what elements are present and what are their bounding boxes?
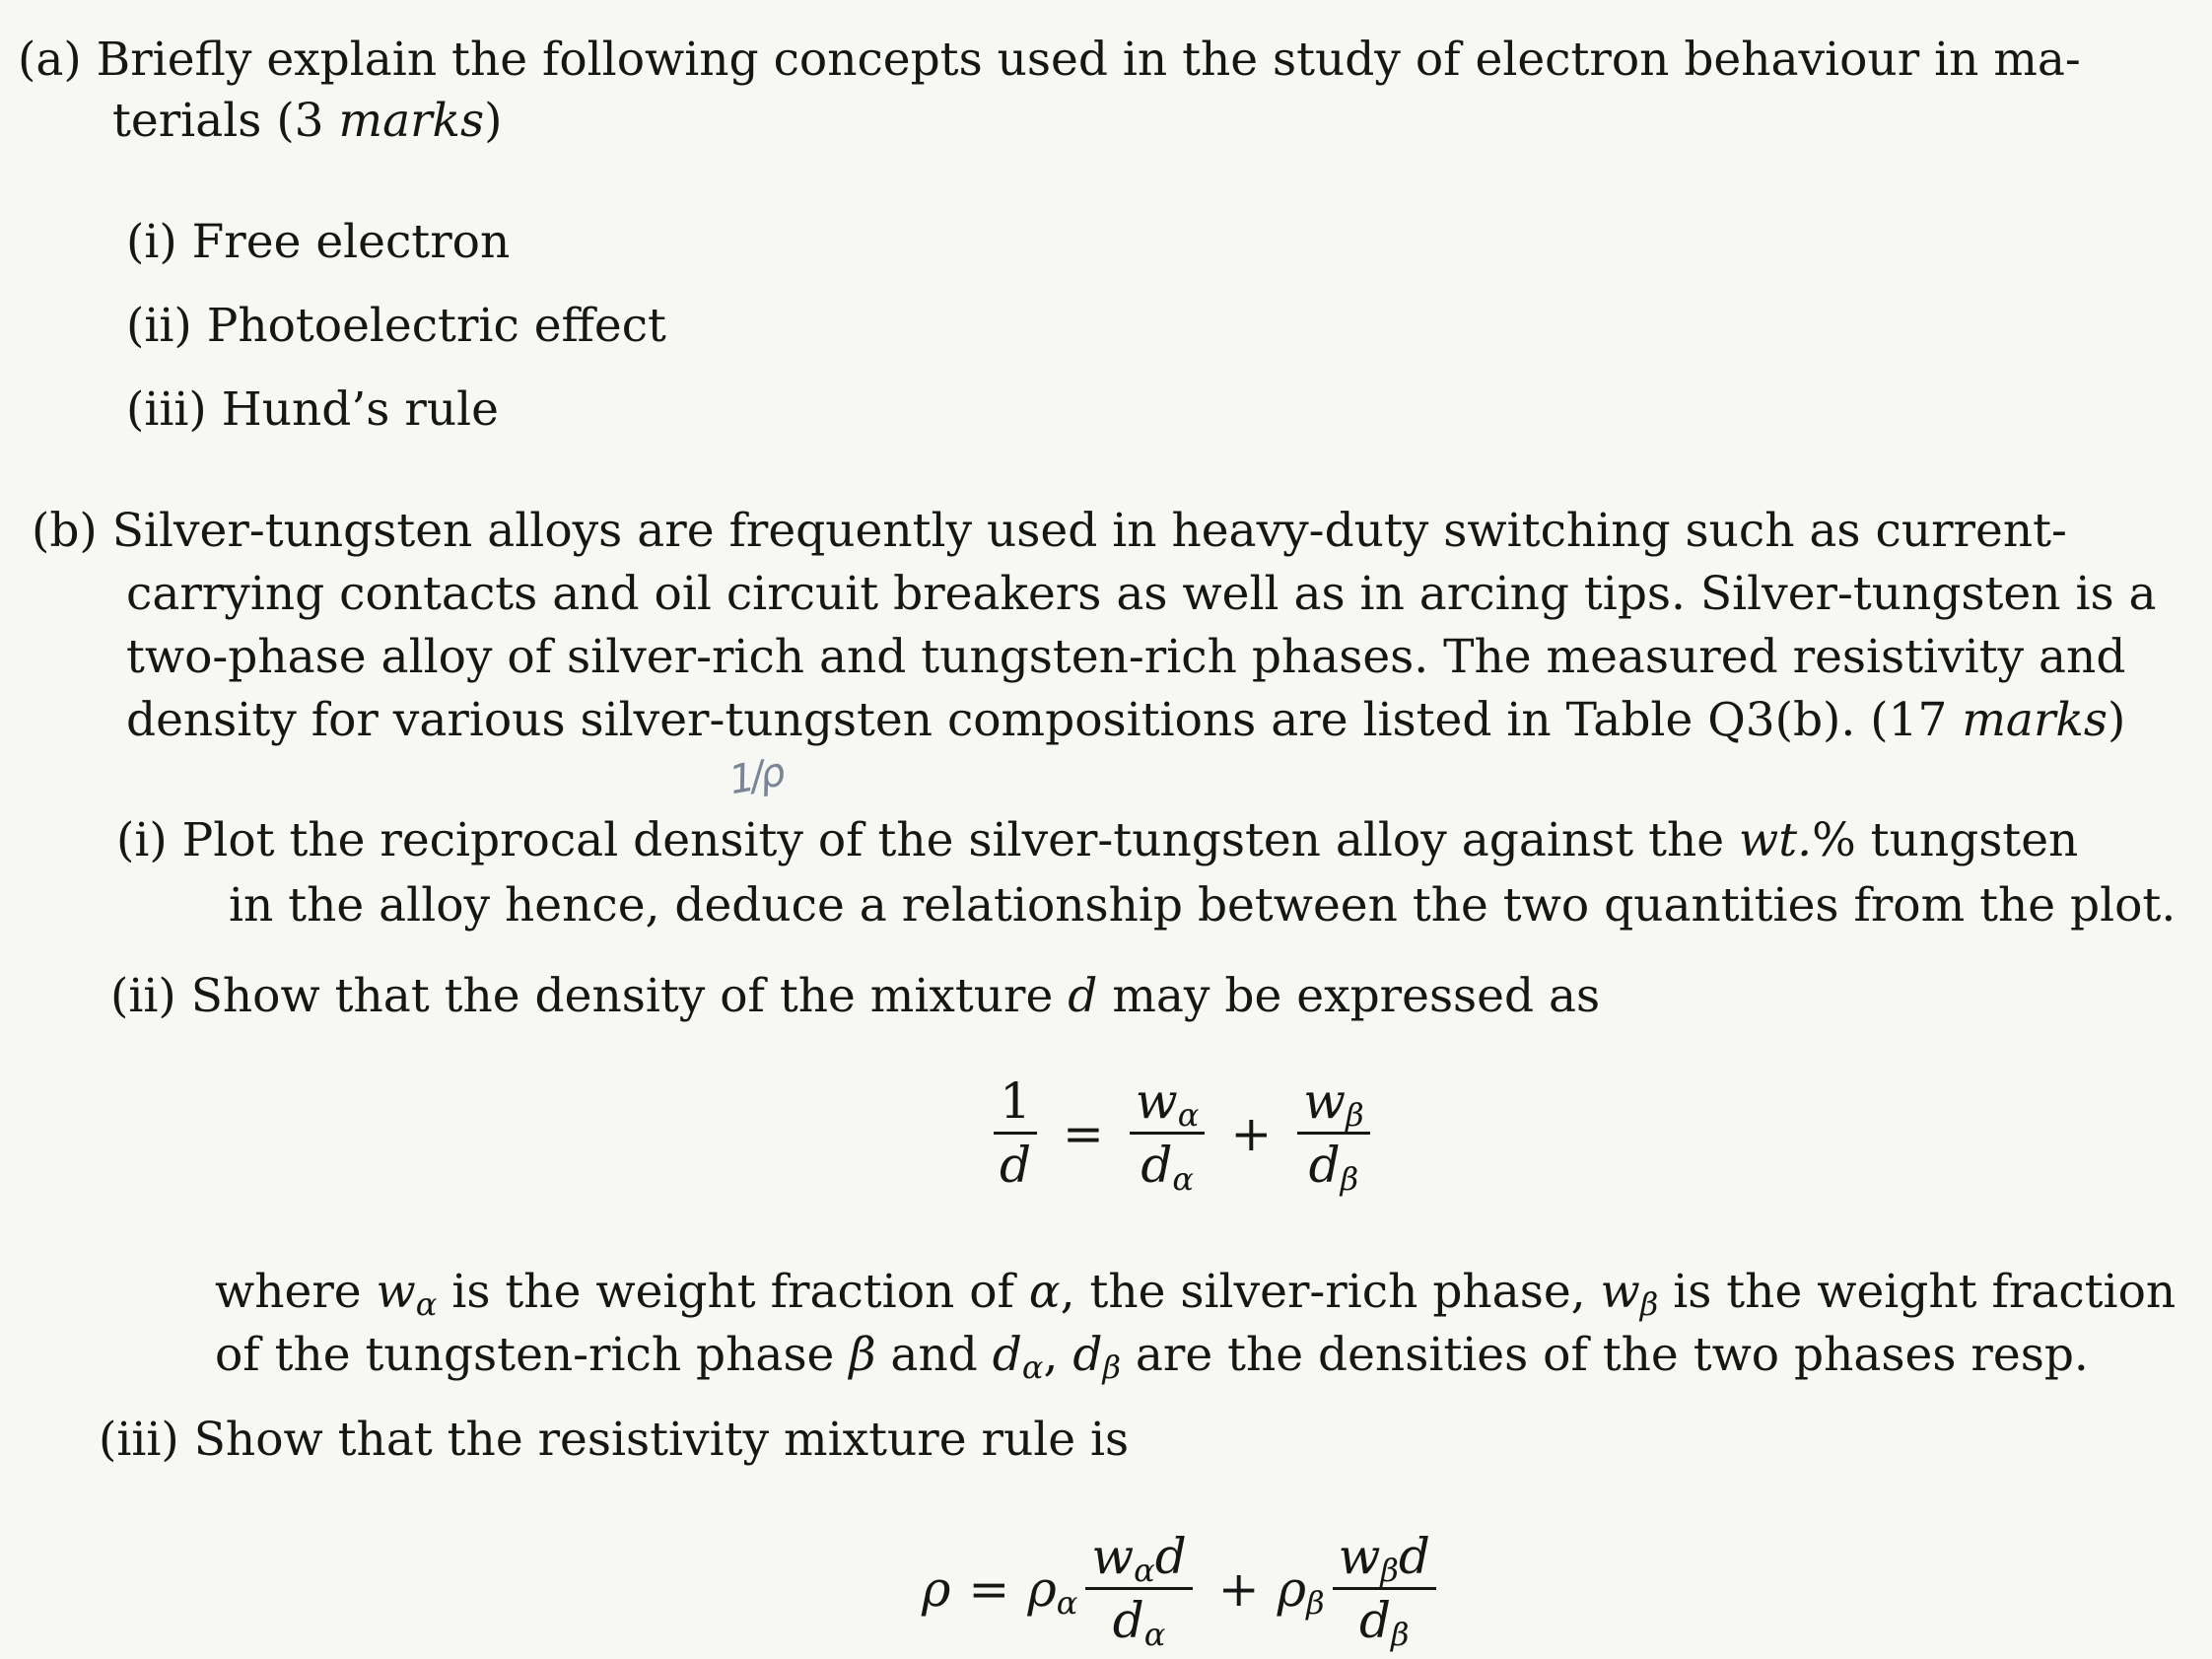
var-d: d <box>1141 1137 1173 1194</box>
beta-symbol: β <box>849 1328 876 1382</box>
part-b-line4-text: density for various silver-tungsten compositions are listed in Table Q3(b). (17 <box>126 693 1963 747</box>
sub-iii-text: Show that the resistivity mixture rule is <box>193 1413 1130 1467</box>
d-alpha <box>992 1328 1044 1386</box>
sub-ii-text-end: may be expressed as <box>1097 969 1601 1023</box>
part-a-item-ii <box>126 296 666 357</box>
part-b-line2 <box>126 564 2157 625</box>
part-a-line2 <box>112 91 503 152</box>
sub-beta: β <box>1391 1616 1410 1653</box>
part-b-ii-line1 <box>110 966 1600 1027</box>
var-w: w <box>1091 1528 1135 1585</box>
rho-alpha <box>1027 1559 1078 1622</box>
equals-sign: = <box>1063 1104 1104 1162</box>
part-b-line4 <box>126 690 2125 751</box>
rho: ρ <box>1027 1559 1057 1618</box>
w-alpha <box>376 1265 438 1323</box>
part-b-i-line2 <box>229 875 2176 936</box>
where-line1 <box>215 1262 2176 1323</box>
denominator <box>1107 1590 1172 1651</box>
where-text: , <box>1043 1328 1073 1382</box>
item-text: Free electron <box>191 215 511 269</box>
sub-alpha: α <box>1177 1096 1200 1134</box>
numerator <box>1297 1071 1369 1135</box>
sub-ii-label: (ii) <box>110 969 176 1023</box>
var-w: w <box>376 1265 416 1319</box>
numerator <box>1130 1071 1205 1135</box>
sub-alpha: α <box>1056 1583 1078 1622</box>
var-w: w <box>1135 1072 1178 1130</box>
sub-beta: β <box>1102 1348 1121 1386</box>
d-beta <box>1072 1328 1121 1386</box>
denominator <box>1135 1135 1200 1196</box>
item-text: Hund’s rule <box>221 382 499 437</box>
sub-alpha: α <box>1143 1616 1166 1653</box>
var-w: w <box>1600 1265 1640 1319</box>
part-b-line4-close: ) <box>2108 693 2126 747</box>
sub-i-label: (i) <box>116 813 168 867</box>
plus-sign: + <box>1217 1559 1260 1618</box>
sub-alpha: α <box>1021 1348 1044 1386</box>
where-text: is the weight fraction of <box>437 1265 1029 1319</box>
numerator <box>1085 1526 1192 1590</box>
where-line2 <box>215 1325 2089 1386</box>
where-text: are the densities of the two phases resp. <box>1120 1328 2089 1382</box>
sub-beta: β <box>1340 1160 1359 1198</box>
sub-i-text-end: % tungsten <box>1812 813 2079 867</box>
fraction-one-over-d <box>994 1071 1037 1196</box>
fraction-beta <box>1333 1526 1436 1651</box>
part-a-label: (a) <box>18 33 82 87</box>
sub-i-line2: in the alloy hence, deduce a relationship between the two quantities from the plot. <box>229 878 2177 933</box>
var-d: d <box>992 1328 1022 1382</box>
sub-alpha: α <box>1134 1552 1155 1589</box>
item-text: Photoelectric effect <box>206 299 666 353</box>
where-text: of the tungsten-rich phase <box>215 1328 850 1382</box>
var-d: d <box>1308 1137 1341 1194</box>
part-b-iii-line1 <box>99 1410 1129 1471</box>
where-text: where <box>215 1265 377 1319</box>
var-d: d <box>1072 1328 1103 1382</box>
where-text: is the weight fraction <box>1658 1265 2177 1319</box>
var-d: d <box>1358 1592 1391 1649</box>
w-beta <box>1600 1265 1659 1323</box>
equals-sign: = <box>968 1559 1010 1618</box>
sub-beta: β <box>1380 1552 1399 1589</box>
sub-iii-label: (iii) <box>99 1413 179 1467</box>
sub-beta: β <box>1346 1096 1364 1134</box>
density-equation <box>986 1071 1378 1196</box>
sub-i-wt: wt. <box>1739 813 1813 867</box>
sub-ii-var-d: d <box>1068 969 1098 1023</box>
part-b-line1 <box>32 501 2067 562</box>
part-a-line2-close: ) <box>484 94 503 148</box>
part-a-line1 <box>18 30 2081 91</box>
part-b-line3 <box>126 627 2125 688</box>
var-d: d <box>1112 1592 1144 1649</box>
where-text: , the silver-rich phase, <box>1060 1265 1601 1319</box>
fraction-w-beta <box>1297 1071 1369 1196</box>
handwritten-annotation: 1/ρ <box>726 749 785 804</box>
var-w: w <box>1338 1528 1381 1585</box>
sub-beta: β <box>1306 1583 1325 1622</box>
sub-beta: β <box>1639 1285 1659 1323</box>
item-label: (iii) <box>126 382 207 437</box>
denominator <box>1353 1590 1416 1651</box>
part-b-text-line: carrying contacts and oil circuit breakers as well as in arcing tips. Silver-tungsten is a <box>126 567 2157 621</box>
numerator <box>1333 1526 1436 1590</box>
item-label: (i) <box>126 215 177 269</box>
alpha-symbol: α <box>1028 1265 1061 1319</box>
sub-ii-text: Show that the density of the mixture <box>190 969 1069 1023</box>
var-d: d <box>1154 1528 1187 1585</box>
rho-symbol: ρ <box>922 1559 951 1618</box>
fraction-alpha <box>1085 1526 1192 1651</box>
item-label: (ii) <box>126 299 192 353</box>
sub-alpha: α <box>1172 1160 1194 1198</box>
part-b-label: (b) <box>32 504 98 558</box>
part-a-question-line1: Briefly explain the following concepts used in the study of electron behaviour in ma- <box>96 33 2081 87</box>
part-b-text-line: Silver-tungsten alloys are frequently used in heavy-duty switching such as current- <box>111 504 2067 558</box>
part-b-marks: marks <box>1962 693 2108 747</box>
part-a-item-iii <box>126 380 499 441</box>
var-d: d <box>1398 1528 1430 1585</box>
resistivity-equation <box>922 1526 1444 1651</box>
plus-sign: + <box>1230 1104 1273 1162</box>
sub-alpha: α <box>415 1285 438 1323</box>
part-b-i-line1 <box>116 810 2078 871</box>
part-a-item-i <box>126 212 510 273</box>
denominator: d <box>1000 1137 1032 1194</box>
var-w: w <box>1303 1072 1347 1130</box>
rho: ρ <box>1277 1559 1307 1618</box>
part-a-marks: marks <box>338 94 485 148</box>
where-text: and <box>875 1328 993 1382</box>
sub-i-text: Plot the reciprocal density of the silver-tungsten alloy against the <box>181 813 1740 867</box>
part-a-line2-text: terials (3 <box>112 94 339 148</box>
rho-beta <box>1277 1559 1325 1622</box>
fraction-w-alpha <box>1130 1071 1205 1196</box>
denominator <box>1303 1135 1365 1196</box>
numerator: 1 <box>994 1071 1037 1135</box>
part-b-text-line: two-phase alloy of silver-rich and tungsten-rich phases. The measured resistivity and <box>126 630 2126 684</box>
